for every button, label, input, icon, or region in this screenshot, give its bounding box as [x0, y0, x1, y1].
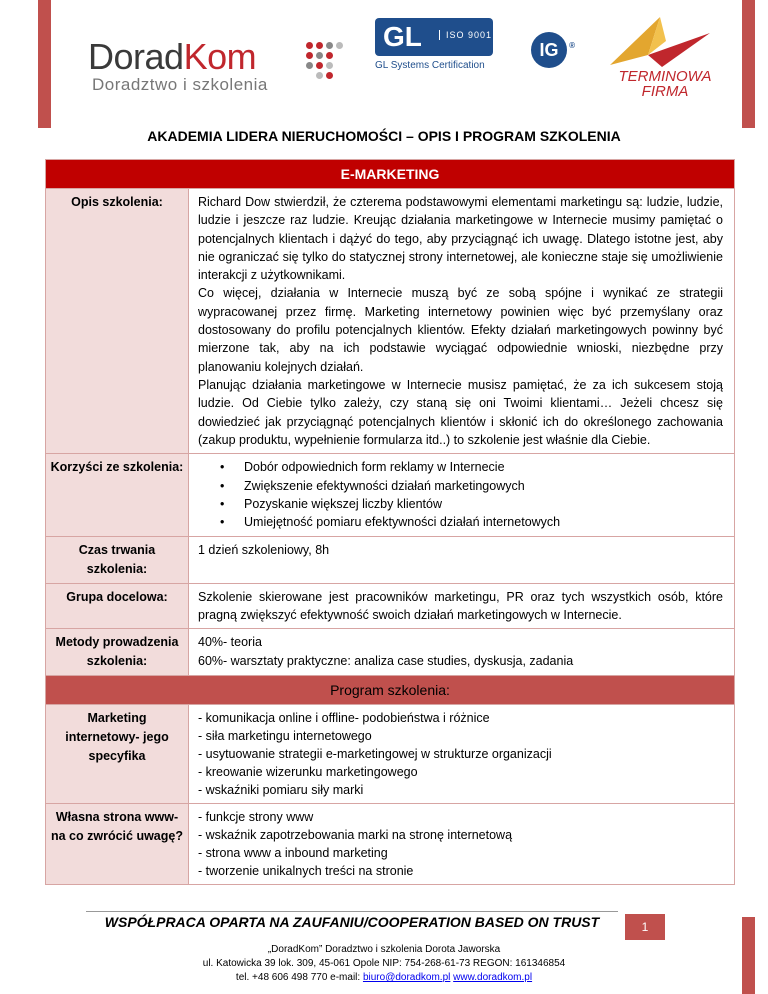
value-program-marketing [189, 705, 734, 803]
terminowa-line2: FIRMA [641, 83, 689, 100]
footer-address-line: ul. Katowicka 39 lok. 309, 45-061 Opole NIP: 754-268-61-73 REGON: 161346854 [202, 958, 566, 969]
value-czas: 1 dzień szkoleniowy, 8h [198, 542, 330, 557]
list-item: • Umiejętność pomiaru efektywności działań internetowych [220, 513, 723, 531]
program-strona-list [198, 808, 723, 880]
gl-box [375, 18, 493, 56]
gl-iso: ISO 9001 [439, 30, 492, 40]
label-czas: Czas trwania szkolenia: [46, 537, 189, 583]
left-accent-bar [38, 0, 51, 128]
label-grupa: Grupa docelowa: [46, 584, 189, 629]
value-metody [189, 629, 734, 675]
doradkom-logo [88, 38, 348, 94]
list-item: • Zwiększenie efektywności działań marketingowych [220, 477, 723, 495]
label-metody: Metody prowadzenia szkolenia: [46, 629, 189, 675]
value-grupa: Szkolenie skierowane jest pracowników marketingu, PR oraz tych wszystkich osób, które pragną zwiększyć efektywność swoich działań marketingowych w Internecie. [198, 589, 723, 623]
footer-divider [86, 911, 618, 912]
list-item: - wskaźniki pomiaru siły marki [198, 783, 364, 798]
row-opis [46, 189, 734, 454]
gl-caption: GL Systems Certification [375, 60, 485, 71]
program-title: Program szkolenia: [46, 676, 734, 705]
document-title: AKADEMIA LIDERA NIERUCHOMOŚCI – OPIS I PROGRAM SZKOLENIA [147, 128, 621, 144]
right-accent-bar [742, 0, 755, 128]
opis-paragraph-1: Richard Dow stwierdził, że czterema podstawowymi elementami marketingu są: ludzie, ludzie, ludzie i jeszcze raz ludzie. Kreując działania marketingowe w Internecie musimy pamiętać o potencjalnych klientach i dążyć do tego, aby przyciągnąć ich uwagę. Dlatego istotne jest, aby nie ograniczać się tylko do statycznej strony internetowej, ale konieczne staje się umożliwienie interakcji z użytkownikami. [198, 195, 723, 283]
brand-part-dark: Dorad [88, 36, 184, 77]
list-item: - usytuowanie strategii e-marketingowej w strukturze organizacji [198, 747, 552, 762]
label-opis: Opis szkolenia: [46, 189, 189, 453]
footer-contact [0, 971, 768, 985]
row-czas [46, 537, 734, 584]
label-korzysci: Korzyści ze szkolenia: [46, 454, 189, 536]
list-item: - funkcje strony www [198, 810, 314, 825]
gl-mark: GL [383, 21, 422, 52]
list-item: • Pozyskanie większej liczby klientów [220, 495, 723, 513]
footer-motto: WSPÓŁPRACA OPARTA NA ZAUFANIU/COOPERATION BASED ON TRUST [104, 914, 600, 930]
value-korzysci [189, 454, 734, 536]
row-korzysci [46, 454, 734, 537]
terminowa-line1: TERMINOWA [618, 68, 712, 85]
doradkom-tagline: Doradztwo i szkolenia [92, 75, 268, 94]
ig-logo [531, 32, 575, 68]
list-item: - wskaźnik zapotrzebowania marki na stronę internetową [198, 828, 513, 843]
brand-part-red: Kom [183, 36, 257, 77]
row-program-marketing [46, 705, 734, 804]
list-item: - kreowanie wizerunku marketingowego [198, 765, 418, 780]
ig-mark: IG [539, 40, 559, 60]
list-item: - siła marketingu internetowego [198, 729, 372, 744]
benefits-list [198, 458, 723, 532]
section-title: E-MARKETING [46, 160, 734, 189]
list-item: - tworzenie unikalnych treści na stronie [198, 864, 414, 879]
metody-line-2: 60%- warsztaty praktyczne: analiza case studies, dyskusja, zadania [198, 653, 574, 668]
gl-certification-logo [375, 18, 500, 74]
star-swoosh-icon [600, 15, 720, 71]
footer-company: „DoradKom” Doradztwo i szkolenia Dorota Jaworska [267, 944, 501, 955]
terminowa-firma-text [610, 69, 720, 99]
row-grupa [46, 584, 734, 630]
value-opis [189, 189, 734, 453]
website-link[interactable]: www.doradkom.pl [453, 972, 533, 983]
list-item: • Dobór odpowiednich form reklamy w Internecie [220, 458, 723, 476]
email-link[interactable]: biuro@doradkom.pl [362, 972, 451, 983]
label-program-strona: Własna strona www- na co zwrócić uwagę? [46, 804, 189, 884]
training-table [45, 159, 735, 885]
opis-paragraph-3: Planując działania marketingowe w Internecie musisz pamiętać, że za ich sukcesem stoją ludzie. Od Ciebie tylko zależy, czy staną się oni Twoimi klientami… Jeżeli chcesz się dowiedzieć jak przyciągnąć potencjalnych klientów i skłonić ich do określonego zachowania (zakup produktu, wypełnienie formularza itd..) to szkolenie jest właśnie dla Ciebie. [198, 377, 723, 447]
footer-contact-prefix: tel. +48 606 498 770 e-mail: [235, 972, 363, 983]
opis-paragraph-2: Co więcej, działania w Internecie muszą być ze sobą spójne i wynikać ze strategii wypracowanej przez firmę. Marketing internetowy powinien więc być przemyślany oraz dostosowany do profilu potencjalnych klientów. Efekty działań marketingowych powinny być mierzone tak, aby na ich podstawie wyciągać odpowiednie wnioski, niezbędne przy planowaniu kolejnych działań. [198, 286, 723, 374]
label-program-marketing: Marketing internetowy- jego specyfika [46, 705, 189, 803]
metody-line-1: 40%- teoria [198, 635, 262, 650]
value-program-strona [189, 804, 734, 884]
footer-address [0, 943, 768, 985]
page-number: 1 [625, 914, 665, 940]
terminowa-firma-logo [600, 15, 720, 100]
list-item: - komunikacja online i offline- podobieństwa i różnice [198, 711, 490, 726]
registered-icon: ® [569, 41, 575, 50]
program-marketing-list [198, 709, 723, 799]
row-program-strona [46, 804, 734, 884]
row-metody [46, 629, 734, 676]
list-item: - strona www a inbound marketing [198, 846, 388, 861]
